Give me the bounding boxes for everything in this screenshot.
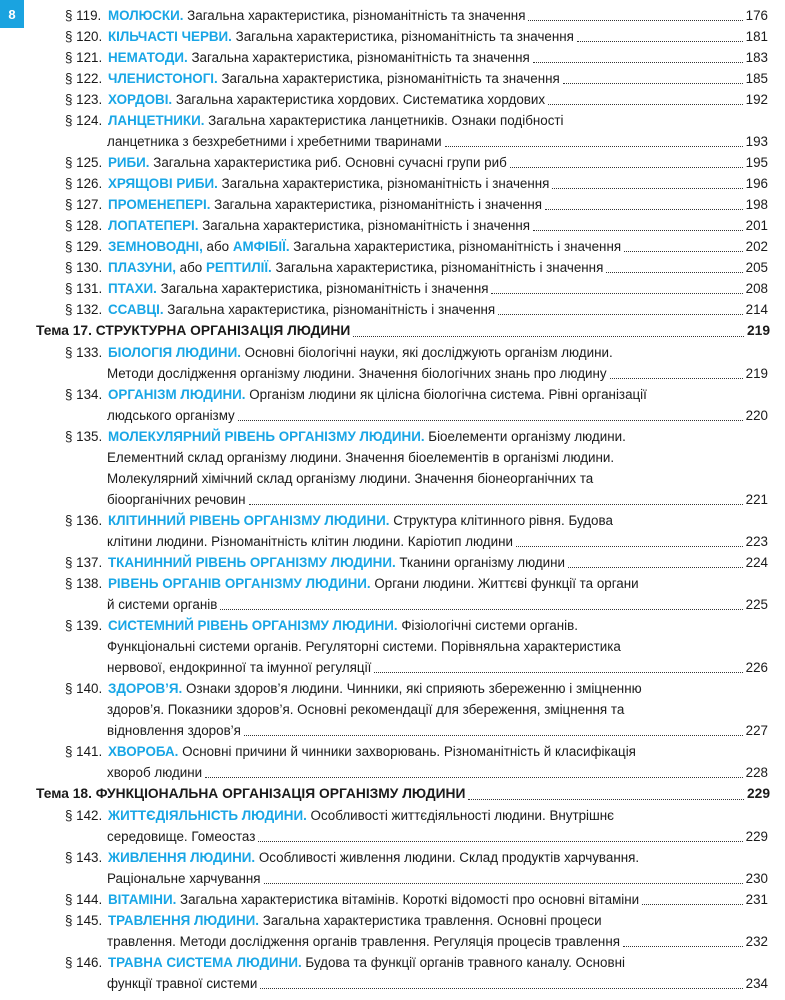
continuation-text: середовище. Гомеостаз xyxy=(107,829,256,844)
toc-theme-heading xyxy=(0,783,785,805)
page-ref: 229 xyxy=(746,786,770,801)
toc-entry xyxy=(0,278,785,299)
section-topic: КЛІТИННИЙ РІВЕНЬ ОРГАНІЗМУ ЛЮДИНИ. xyxy=(108,513,390,528)
toc-entry xyxy=(0,615,785,636)
entry-text xyxy=(65,345,615,360)
section-number: § 142. xyxy=(65,808,103,823)
entry-text xyxy=(65,429,628,444)
entry-text xyxy=(65,260,605,275)
page-number-badge: 8 xyxy=(0,0,24,28)
section-topic: МОЛЮСКИ. xyxy=(108,8,184,23)
section-topic: ЖИВЛЕННЯ ЛЮДИНИ. xyxy=(108,850,256,865)
leader-dots xyxy=(577,41,743,42)
section-topic: ЗЕМНОВОДНІ, xyxy=(108,239,203,254)
section-topic: ПЛАЗУНИ, xyxy=(108,260,176,275)
section-number: § 128. xyxy=(65,218,103,233)
section-topic: ХОРДОВІ. xyxy=(108,92,173,107)
entry-text xyxy=(65,50,532,65)
continuation-text: відновлення здоров’я xyxy=(107,723,241,738)
leader-dots xyxy=(374,672,742,673)
continuation-text: біоорганічних речовин xyxy=(107,492,246,507)
continuation-text: здоров’я. Показники здоров’я. Основні рекомендації для збереження, зміцнення та xyxy=(107,702,625,717)
leader-dots xyxy=(258,841,742,842)
toc-entry xyxy=(0,299,785,320)
continuation-text: травлення. Методи дослідження органів травлення. Регуляція процесів травлення xyxy=(107,934,620,949)
page-ref: 198 xyxy=(745,197,768,212)
entry-text xyxy=(65,302,497,317)
leader-dots xyxy=(516,546,743,547)
page-ref: 202 xyxy=(745,239,768,254)
page-ref: 230 xyxy=(745,871,768,886)
page-ref: 227 xyxy=(745,723,768,738)
entry-text xyxy=(65,681,644,696)
toc-entry xyxy=(0,910,785,931)
leader-dots xyxy=(249,504,743,505)
section-topic: БІОЛОГІЯ ЛЮДИНИ. xyxy=(108,345,241,360)
section-description: Особливості живлення людини. Склад продуктів харчування. xyxy=(255,850,640,865)
leader-dots xyxy=(623,946,743,947)
page-ref: 220 xyxy=(745,408,768,423)
toc-entry-continuation xyxy=(0,594,785,615)
entry-text xyxy=(65,892,641,907)
leader-dots xyxy=(260,988,742,989)
page-ref: 219 xyxy=(746,323,770,338)
section-number: § 146. xyxy=(65,955,103,970)
toc-entry-continuation xyxy=(0,973,785,994)
section-topic: ССАВЦІ. xyxy=(108,302,164,317)
page-ref: 195 xyxy=(745,155,768,170)
continuation-text: людського організму xyxy=(107,408,235,423)
leader-dots xyxy=(610,378,743,379)
toc-entry xyxy=(0,573,785,594)
leader-dots xyxy=(205,777,743,778)
section-description: Загальна характеристика, різноманітність і значення xyxy=(163,302,496,317)
page-ref: 232 xyxy=(745,934,768,949)
toc-entry xyxy=(0,847,785,868)
section-topic: ХРЯЩОВІ РИБИ. xyxy=(108,176,218,191)
section-number: § 139. xyxy=(65,618,103,633)
toc-entry-continuation xyxy=(0,131,785,152)
connector-text: або xyxy=(202,239,233,254)
continuation-text: нервової, ендокринної та імунної регуляції xyxy=(107,660,372,675)
continuation-text: Методи дослідження організму людини. Значення біологічних знань про людину xyxy=(107,366,607,381)
leader-dots xyxy=(498,314,743,315)
section-topic: ОРГАНІЗМ ЛЮДИНИ. xyxy=(108,387,246,402)
section-description: Загальна характеристика, різноманітність та значення xyxy=(217,71,560,86)
toc-entry xyxy=(0,552,785,573)
page-ref: 176 xyxy=(745,8,768,23)
section-topic: ЛОПАТЕПЕРІ. xyxy=(108,218,199,233)
toc-entry xyxy=(0,152,785,173)
section-number: § 123. xyxy=(65,92,103,107)
page-ref: 221 xyxy=(745,492,768,507)
continuation-text: хвороб людини xyxy=(107,765,203,780)
section-topic: ЗДОРОВ’Я. xyxy=(108,681,183,696)
entry-text xyxy=(65,92,547,107)
section-description: Фізіологічні системи органів. xyxy=(397,618,578,633)
section-topic: ТКАНИННИЙ РІВЕНЬ ОРГАНІЗМУ ЛЮДИНИ. xyxy=(108,555,396,570)
entry-text xyxy=(65,387,649,402)
continuation-text: клітини людини. Різноманітність клітин людини. Каріотип людини xyxy=(107,534,513,549)
section-topic: РІВЕНЬ ОРГАНІВ ОРГАНІЗМУ ЛЮДИНИ. xyxy=(108,576,371,591)
section-number: § 119. xyxy=(65,8,102,23)
toc-entry xyxy=(0,952,785,973)
entry-text xyxy=(65,281,490,296)
entry-text xyxy=(65,176,551,191)
section-description: Органи людини. Життєві функції та органи xyxy=(370,576,639,591)
section-number: § 144. xyxy=(65,892,103,907)
continuation-text: Молекулярний хімічний склад організму людини. Значення біонеорганічних та xyxy=(107,471,594,486)
section-topic: РИБИ. xyxy=(108,155,150,170)
section-description: Організм людини як цілісна біологічна система. Рівні організації xyxy=(245,387,647,402)
leader-dots xyxy=(548,104,743,105)
entry-text xyxy=(65,576,641,591)
leader-dots xyxy=(220,609,742,610)
theme-title: Тема 18. ФУНКЦІОНАЛЬНА ОРГАНІЗАЦІЯ ОРГАНІЗМУ ЛЮДИНИ xyxy=(36,786,466,801)
section-number: § 130. xyxy=(65,260,103,275)
section-number: § 126. xyxy=(65,176,103,191)
section-number: § 121. xyxy=(65,50,103,65)
page-ref: 226 xyxy=(745,660,768,675)
section-description: Загальна характеристика, різноманітність і значення xyxy=(271,260,604,275)
toc-entry-continuation xyxy=(0,868,785,889)
section-topic-alt: АМФІБІЇ. xyxy=(232,239,290,254)
toc-entry xyxy=(0,426,785,447)
section-topic: ЧЛЕНИСТОНОГІ. xyxy=(108,71,218,86)
section-description: Загальна характеристика, різноманітність та значення xyxy=(231,29,574,44)
section-number: § 137. xyxy=(65,555,103,570)
section-description: Загальна характеристика травлення. Основні процеси xyxy=(259,913,602,928)
section-number: § 129. xyxy=(65,239,103,254)
section-topic: ПТАХИ. xyxy=(108,281,157,296)
page-ref: 183 xyxy=(745,50,768,65)
toc-entry-continuation xyxy=(0,826,785,847)
entry-text xyxy=(65,197,544,212)
section-topic: ЛАНЦЕТНИКИ. xyxy=(108,113,205,128)
toc-entry-continuation xyxy=(0,657,785,678)
leader-dots xyxy=(545,209,743,210)
page-ref: 225 xyxy=(745,597,768,612)
continuation-text: функції травної системи xyxy=(107,976,258,991)
toc-entry xyxy=(0,342,785,363)
continuation-text: Раціональне харчування xyxy=(107,871,261,886)
section-description: Загальна характеристика, різноманітність і значення xyxy=(210,197,542,212)
continuation-text: й системи органів xyxy=(107,597,218,612)
page-ref: 219 xyxy=(745,366,768,381)
entry-text xyxy=(65,955,627,970)
section-topic: СИСТЕМНИЙ РІВЕНЬ ОРГАНІЗМУ ЛЮДИНИ. xyxy=(108,618,398,633)
entry-text xyxy=(65,29,576,44)
continuation-text: Функціональні системи органів. Регуляторні системи. Порівняльна характеристика xyxy=(107,639,621,654)
entry-text xyxy=(65,555,567,570)
section-description: Біоелементи організму людини. xyxy=(424,429,626,444)
continuation-text: Елементний склад організму людини. Значення біоелементів в організмі людини. xyxy=(107,450,615,465)
section-description: Загальна характеристика вітамінів. Короткі відомості про основні вітаміни xyxy=(176,892,640,907)
section-description: Загальна характеристика риб. Основні сучасні групи риб xyxy=(149,155,507,170)
section-number: § 127. xyxy=(65,197,103,212)
section-topic: ВІТАМІНИ. xyxy=(108,892,177,907)
leader-dots xyxy=(642,904,743,905)
section-number: § 134. xyxy=(65,387,103,402)
page-ref: 234 xyxy=(745,976,768,991)
section-description: Загальна характеристика ланцетників. Ознаки подібності xyxy=(204,113,564,128)
toc-entry-continuation xyxy=(0,468,785,489)
toc-entry xyxy=(0,110,785,131)
section-topic-alt: РЕПТИЛІЇ. xyxy=(205,260,272,275)
leader-dots xyxy=(568,567,743,568)
entry-text xyxy=(65,618,580,633)
leader-dots xyxy=(353,336,744,337)
entry-text xyxy=(65,913,604,928)
page-ref: 214 xyxy=(745,302,768,317)
toc-entry xyxy=(0,26,785,47)
leader-dots xyxy=(606,272,742,273)
toc-entry xyxy=(0,173,785,194)
toc-entry xyxy=(0,510,785,531)
section-description: Тканини організму людини xyxy=(395,555,566,570)
page-ref: 181 xyxy=(745,29,768,44)
toc-entry-continuation xyxy=(0,720,785,741)
section-description: Загальна характеристика, різноманітність і значення xyxy=(217,176,550,191)
section-number: § 131. xyxy=(65,281,103,296)
leader-dots xyxy=(563,83,743,84)
section-number: § 124. xyxy=(65,113,103,128)
page-ref: 205 xyxy=(745,260,768,275)
entry-text xyxy=(65,513,615,528)
toc-entry-continuation xyxy=(0,636,785,657)
page-ref: 208 xyxy=(745,281,768,296)
toc-entry-continuation xyxy=(0,363,785,384)
leader-dots xyxy=(264,883,743,884)
section-topic: КІЛЬЧАСТІ ЧЕРВИ. xyxy=(108,29,232,44)
section-number: § 122. xyxy=(65,71,103,86)
section-number: § 135. xyxy=(65,429,103,444)
toc-entry xyxy=(0,194,785,215)
toc-entry xyxy=(0,5,785,26)
entry-text xyxy=(65,113,566,128)
toc-entry-continuation xyxy=(0,489,785,510)
section-topic: МОЛЕКУЛЯРНИЙ РІВЕНЬ ОРГАНІЗМУ ЛЮДИНИ. xyxy=(108,429,425,444)
leader-dots xyxy=(552,188,742,189)
table-of-contents xyxy=(0,5,785,994)
section-number: § 138. xyxy=(65,576,103,591)
section-description: Ознаки здоров’я людини. Чинники, які сприяють збереженню і зміцненню xyxy=(182,681,642,696)
leader-dots xyxy=(445,146,743,147)
section-number: § 145. xyxy=(65,913,103,928)
section-topic: ПРОМЕНЕПЕРІ. xyxy=(108,197,211,212)
page-ref: 231 xyxy=(745,892,768,907)
entry-text xyxy=(65,744,638,759)
leader-dots xyxy=(468,799,744,800)
toc-entry xyxy=(0,741,785,762)
entry-text xyxy=(65,239,623,254)
entry-text xyxy=(65,8,527,23)
section-topic: НЕМАТОДИ. xyxy=(108,50,188,65)
entry-text xyxy=(65,850,641,865)
section-description: Структура клітинного рівня. Будова xyxy=(389,513,613,528)
entry-text xyxy=(65,71,562,86)
toc-theme-heading xyxy=(0,320,785,342)
section-description: Основні причини й чинники захворювань. Різноманітність й класифікація xyxy=(178,744,636,759)
leader-dots xyxy=(533,230,743,231)
section-number: § 136. xyxy=(65,513,103,528)
section-description: Загальна характеристика, різноманітність і значення xyxy=(156,281,489,296)
section-number: § 125. xyxy=(65,155,103,170)
section-number: § 120. xyxy=(65,29,103,44)
section-description: Особливості життєдіяльності людини. Внутрішнє xyxy=(306,808,615,823)
page-ref: 224 xyxy=(745,555,768,570)
entry-text xyxy=(65,808,616,823)
continuation-text: ланцетника з безхребетними і хребетними тваринами xyxy=(107,134,442,149)
toc-entry xyxy=(0,889,785,910)
section-topic: ЖИТТЄДІЯЛЬНІСТЬ ЛЮДИНИ. xyxy=(108,808,307,823)
leader-dots xyxy=(238,420,743,421)
section-topic: ХВОРОБА. xyxy=(108,744,179,759)
toc-entry xyxy=(0,257,785,278)
page-ref: 185 xyxy=(745,71,768,86)
page-ref: 192 xyxy=(745,92,768,107)
toc-entry xyxy=(0,47,785,68)
connector-text: або xyxy=(175,260,206,275)
toc-entry-continuation xyxy=(0,405,785,426)
toc-entry xyxy=(0,68,785,89)
section-number: § 143. xyxy=(65,850,103,865)
toc-entry-continuation xyxy=(0,931,785,952)
section-description: Загальна характеристика, різноманітність і значення xyxy=(289,239,622,254)
leader-dots xyxy=(491,293,742,294)
section-topic: ТРАВНА СИСТЕМА ЛЮДИНИ. xyxy=(108,955,302,970)
toc-entry xyxy=(0,384,785,405)
toc-entry xyxy=(0,236,785,257)
toc-entry xyxy=(0,89,785,110)
toc-entry-continuation xyxy=(0,699,785,720)
section-description: Будова та функції органів травного каналу. Основні xyxy=(301,955,625,970)
page-ref: 193 xyxy=(745,134,768,149)
leader-dots xyxy=(533,62,743,63)
section-description: Загальна характеристика, різноманітність та значення xyxy=(183,8,526,23)
toc-entry-continuation xyxy=(0,447,785,468)
leader-dots xyxy=(510,167,743,168)
section-number: § 140. xyxy=(65,681,103,696)
section-description: Загальна характеристика хордових. Систематика хордових xyxy=(172,92,546,107)
section-number: § 133. xyxy=(65,345,103,360)
section-number: § 141. xyxy=(65,744,103,759)
leader-dots xyxy=(528,20,742,21)
toc-entry-continuation xyxy=(0,762,785,783)
section-description: Загальна характеристика, різноманітність та значення xyxy=(187,50,530,65)
toc-entry-continuation xyxy=(0,531,785,552)
page-ref: 196 xyxy=(745,176,768,191)
toc-entry xyxy=(0,805,785,826)
page-ref: 201 xyxy=(745,218,768,233)
page-ref: 223 xyxy=(745,534,768,549)
section-number: § 132. xyxy=(65,302,103,317)
section-description: Основні біологічні науки, які досліджують організм людини. xyxy=(240,345,613,360)
entry-text xyxy=(65,155,509,170)
toc-entry xyxy=(0,215,785,236)
entry-text xyxy=(65,218,532,233)
leader-dots xyxy=(624,251,743,252)
theme-title: Тема 17. СТРУКТУРНА ОРГАНІЗАЦІЯ ЛЮДИНИ xyxy=(36,323,351,338)
page-ref: 229 xyxy=(745,829,768,844)
section-description: Загальна характеристика, різноманітність і значення xyxy=(198,218,531,233)
toc-entry xyxy=(0,678,785,699)
section-topic: ТРАВЛЕННЯ ЛЮДИНИ. xyxy=(108,913,260,928)
page-ref: 228 xyxy=(745,765,768,780)
leader-dots xyxy=(244,735,743,736)
